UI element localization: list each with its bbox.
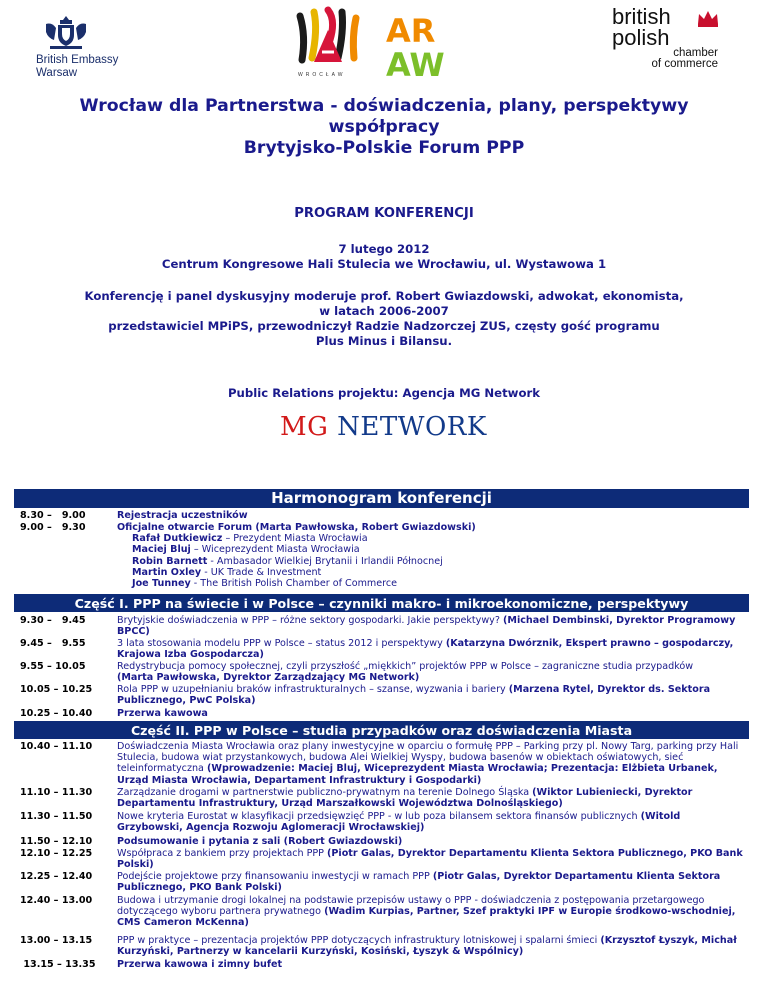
- wroclaw-label: WROCŁAW: [298, 72, 346, 78]
- part2-heading: Część II. PPP w Polsce – studia przypadków oraz doświadczenia Miasta: [14, 721, 749, 739]
- row-desc: [117, 935, 749, 957]
- topic: Brytyjskie doświadczenia w PPP – różne sektory gospodarki. Jakie perspektywy?: [117, 615, 504, 626]
- row-desc: [117, 871, 749, 893]
- row-time: 10.40 – 11.10: [20, 741, 93, 752]
- row-desc: [117, 615, 749, 637]
- speaker-name: Martin Oxley: [132, 566, 202, 578]
- speaker: (Wiktor Lubieniecki, Dyrektor Departamentu Infrastruktury, Urząd Marszałkowski Województwa Dolnośląskiego): [117, 787, 693, 810]
- row-desc: [117, 811, 749, 833]
- speaker-name: Robin Barnett: [132, 555, 208, 567]
- mg-logo-part1: MG: [280, 412, 338, 442]
- speaker: (Michael Dembinski, Dyrektor Programowy BPCC): [117, 615, 736, 638]
- speaker: [117, 533, 749, 544]
- embassy-city: Warsaw: [36, 67, 78, 79]
- moderator-line2: w latach 2006-2007: [319, 304, 449, 318]
- row-time: 12.10 – 12.25: [20, 848, 93, 859]
- row-desc: [117, 848, 749, 870]
- speaker: [117, 544, 749, 555]
- speaker: (Marta Pawłowska, Dyrektor Zarządzający MG Network): [117, 672, 420, 684]
- row-time: 12.25 – 12.40: [20, 871, 93, 882]
- speaker: (Wprowadzenie: Maciej Bluj, Wiceprezydent Miasta Wrocławia; Prezentacja: Elżbieta Urbanek, Urząd Miasta Wrocławia, Departament Infrastruktury i Gospodarki): [117, 763, 718, 786]
- mg-network-logo: [280, 412, 504, 442]
- bpcc-british: british: [612, 4, 671, 29]
- speaker: (Piotr Galas, Dyrektor Departamentu Klienta Sektora Publicznego, PKO Bank Polski): [117, 848, 743, 871]
- bpcc-of-commerce: of commerce: [651, 58, 718, 70]
- row-desc: Podsumowanie i pytania z sali (Robert Gwiazdowski): [117, 836, 403, 847]
- moderator-line3: przedstawiciel MPiPS, przewodniczył Radzie Nadzorczej ZUS, częsty gość programu: [108, 319, 660, 333]
- row-time: 12.40 – 13.00: [20, 895, 93, 906]
- moderator-info: [30, 289, 738, 349]
- speaker-name: Maciej Bluj: [132, 544, 191, 556]
- row-desc: Przerwa kawowa i zimny bufet: [117, 959, 283, 970]
- title-line1: Wrocław dla Partnerstwa - doświadczenia, plany, perspektywy: [79, 96, 689, 116]
- topic: Zarządzanie drogami w partnerstwie publiczno-prywatnym na terenie Dolnego Śląska: [117, 787, 533, 798]
- speaker: (Marzena Rytel, Dyrektor ds. Sektora Publicznego, PwC Polska): [117, 684, 711, 707]
- british-embassy-logo: [36, 14, 136, 80]
- row-time: 8.30 – 9.00: [20, 510, 86, 521]
- row-time: 13.00 – 13.15: [20, 935, 93, 946]
- speaker: (Krzysztof Łyszyk, Michał Kurzyński, Partnerzy w kancelarii Kurzyński, Kosiński, Łyszyk & Wspólnicy): [117, 935, 737, 958]
- speaker-role: – Prezydent Miasta Wrocławia: [222, 533, 368, 545]
- page-title: [40, 96, 728, 159]
- speaker-name: Joe Tunney: [132, 578, 191, 590]
- speaker: (Wadim Kurpias, Partner, Szef praktyki IPF w Europie środkowo-wschodniej, CMS Cameron McKenna): [117, 906, 736, 929]
- row-desc: [117, 741, 749, 786]
- row-time: 10.05 – 10.25: [20, 684, 93, 695]
- row-time: 11.10 – 11.30: [20, 787, 93, 798]
- row-desc: [117, 638, 749, 660]
- topic: 3 lata stosowania modelu PPP w Polsce – status 2012 i perspektywy: [117, 638, 446, 649]
- speaker: [117, 567, 749, 578]
- moderator-line1: Konferencję i panel dyskusyjny moderuje prof. Robert Gwiazdowski, adwokat, ekonomista,: [84, 289, 684, 303]
- row-time: 9.55 – 10.05: [20, 661, 86, 672]
- araw-logo: [384, 10, 454, 80]
- topic: Redystrybucja pomocy społecznej, czyli przyszłość „miękkich” projektów PPP w Polsce – zagraniczne studia przypadków: [117, 661, 694, 672]
- event-venue: Centrum Kongresowe Hali Stulecia we Wrocławiu, ul. Wystawowa 1: [161, 257, 607, 271]
- topic: Doświadczenia Miasta Wrocławia oraz plany inwestycyjne w oparciu o formułę PPP – Parking przy pl. Nowy Targ, parking przy Hali Stulecia, budowa wiat przystankowych, budowa Alei Wielkiej Wyspy, budowa basenów w obiektach oświatowych, sieć teleinformatyczna: [117, 741, 739, 775]
- topic: PPP w praktyce – prezentacja projektów PPP dotyczących infrastruktury lotniskowej i spalarni śmieci: [117, 935, 601, 946]
- row-time: 13.15 – 13.35: [20, 959, 96, 970]
- araw-line2: AW: [386, 46, 445, 80]
- wroclaw-mark-icon: [292, 6, 364, 72]
- row-desc: Rejestracja uczestników: [117, 510, 248, 521]
- row-desc: [117, 787, 749, 809]
- row-desc: [117, 661, 749, 683]
- opening-title: Oficjalne otwarcie Forum (Marta Pawłowska, Robert Gwiazdowski): [117, 522, 476, 533]
- row-desc: Przerwa kawowa: [117, 708, 208, 719]
- row-time: 9.45 – 9.55: [20, 638, 86, 649]
- speaker-name: Rafał Dutkiewicz: [132, 533, 223, 545]
- bpcc-polish: polish: [612, 25, 670, 50]
- row-time: 11.30 – 11.50: [20, 811, 93, 822]
- row-time: 9.00 – 9.30: [20, 522, 86, 533]
- row-time: 9.30 – 9.45: [20, 615, 86, 626]
- part1-heading: Część I. PPP na świecie i w Polsce – czynniki makro- i mikroekonomiczne, perspektywy: [14, 594, 749, 612]
- row-desc: [117, 895, 749, 929]
- row-desc: [117, 684, 749, 706]
- araw-mark-icon: [384, 10, 454, 80]
- event-info: [30, 242, 738, 272]
- speaker-role: - UK Trade & Investment: [201, 566, 322, 578]
- topic: Podejście projektowe przy finansowaniu inwestycji w ramach PPP: [117, 871, 433, 882]
- bpcc-chamber: chamber: [673, 47, 718, 59]
- title-line3: Brytyjsko-Polskie Forum PPP: [243, 138, 525, 158]
- program-heading: PROGRAM KONFERENCJI: [294, 206, 474, 221]
- crown-icon: [696, 8, 720, 28]
- event-date: 7 lutego 2012: [338, 242, 430, 256]
- topic: Nowe kryteria Eurostat w klasyfikacji przedsięwzięć PPP - w lub poza bilansem sektora finansów publicznych: [117, 811, 641, 822]
- speaker: [117, 578, 749, 589]
- row-time: 10.25 – 10.40: [20, 708, 93, 719]
- mg-logo-part2: NETWORK: [337, 412, 487, 442]
- title-line2: współpracy: [328, 117, 440, 137]
- speaker: (Piotr Galas, Dyrektor Departamentu Klienta Sektora Publicznego, PKO Bank Polski): [117, 871, 721, 894]
- row-desc: [117, 522, 749, 589]
- speaker-role: - The British Polish Chamber of Commerce: [190, 578, 398, 590]
- row-time: 11.50 – 12.10: [20, 836, 93, 847]
- speaker: (Witold Grzybowski, Agencja Rozwoju Aglomeracji Wrocławskiej): [117, 811, 681, 834]
- araw-line1: AR: [386, 12, 436, 50]
- speaker: [117, 556, 749, 567]
- topic: Budowa i utrzymanie drogi lokalnej na podstawie przepisów ustawy o PPP - doświadczenia z postępowania przetargowego dotyczącego wyboru partnera prywatnego: [117, 895, 705, 918]
- speaker-role: – Wiceprezydent Miasta Wrocławia: [190, 544, 360, 556]
- speaker-role: - Ambasador Wielkiej Brytanii i Irlandii Północnej: [207, 555, 443, 567]
- royal-crest-icon: [42, 14, 90, 52]
- schedule-heading: Harmonogram konferencji: [14, 489, 749, 508]
- topic: Rola PPP w uzupełnianiu braków infrastrukturalnych – szanse, wyzwania i bariery: [117, 684, 509, 695]
- topic: Współpraca z bankiem przy projektach PPP: [117, 848, 328, 859]
- wroclaw-logo: [292, 6, 364, 78]
- schedule-row: [14, 510, 749, 520]
- moderator-line4: Plus Minus i Bilansu.: [315, 334, 453, 348]
- bpcc-logo: [612, 6, 722, 70]
- speaker: (Katarzyna Dwórznik, Ekspert prawno – gospodarczy, Krajowa Izba Gospodarcza): [117, 638, 734, 661]
- embassy-name: British Embassy: [36, 54, 119, 66]
- pr-agency: Public Relations projektu: Agencja MG Network: [227, 386, 541, 400]
